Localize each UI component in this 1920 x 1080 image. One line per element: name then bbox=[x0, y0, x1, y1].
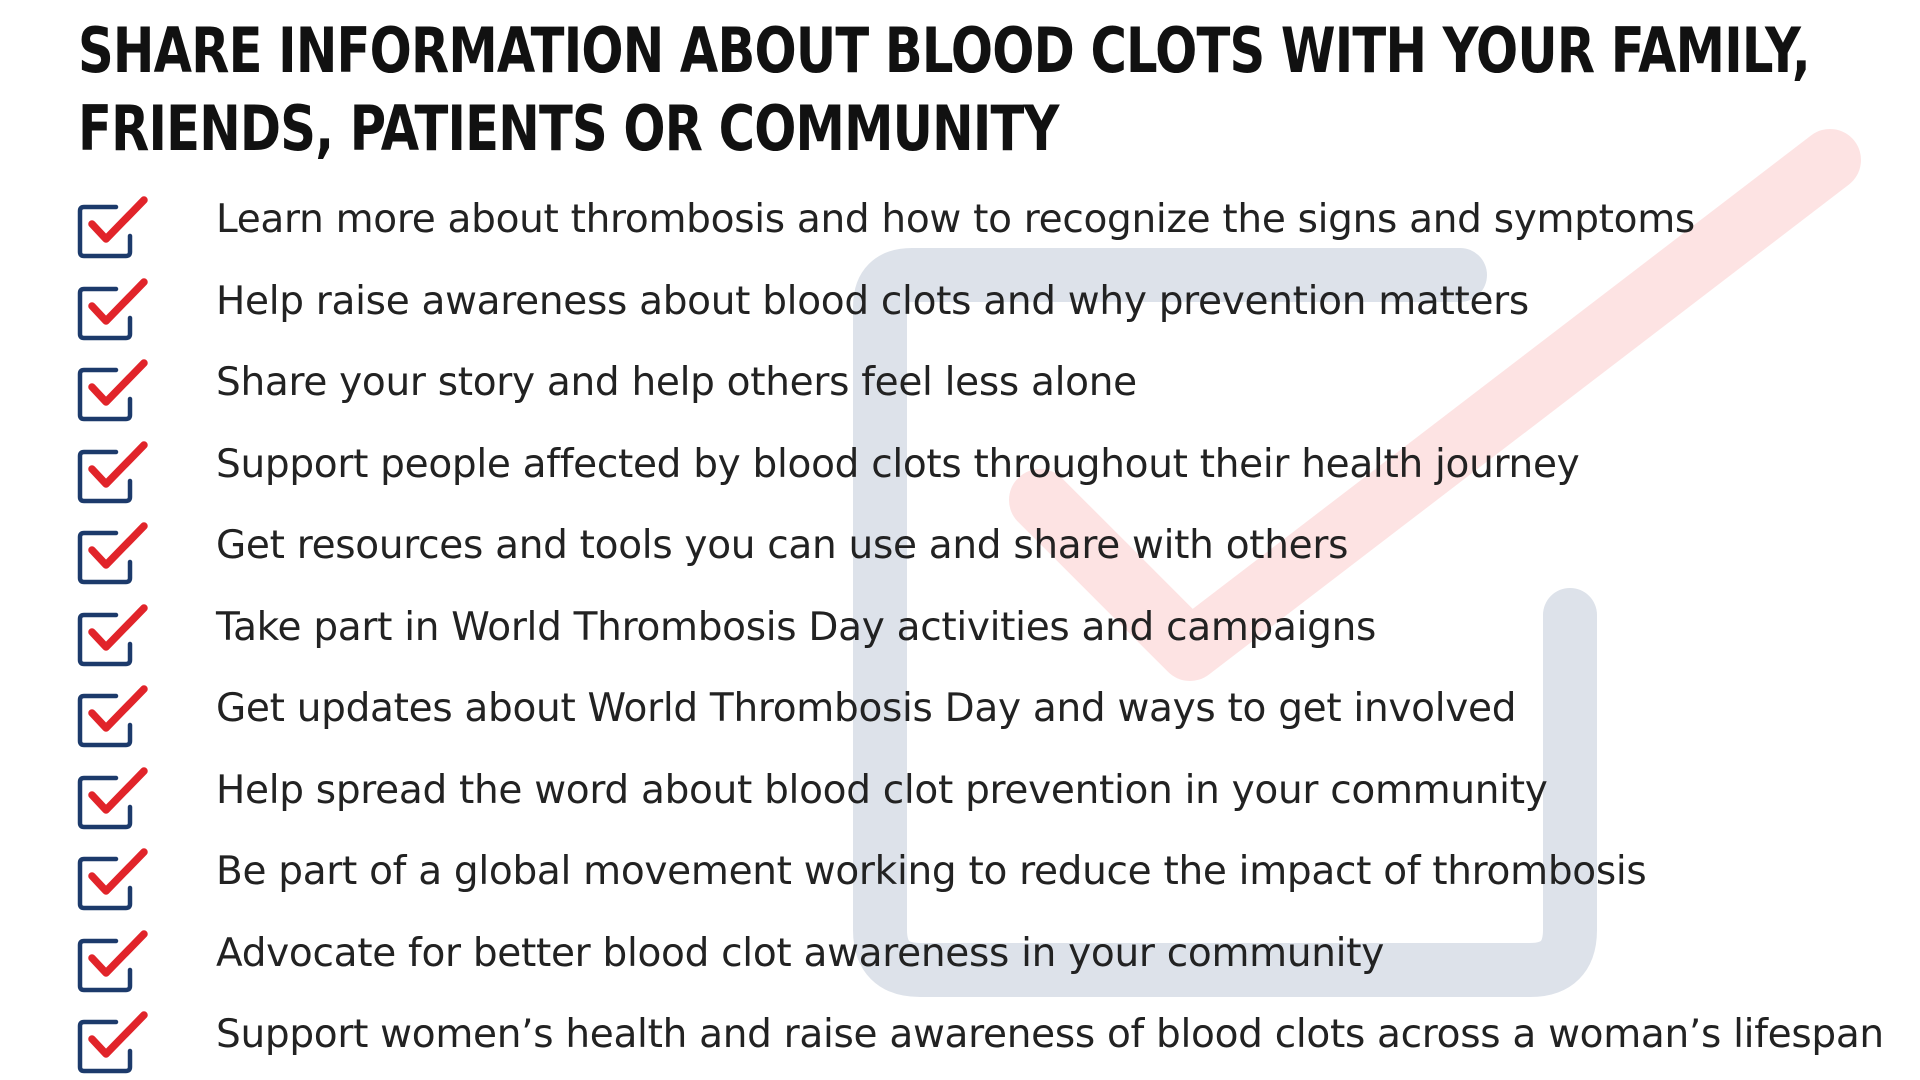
list-item bbox=[0, 353, 1920, 435]
list-item-text: Help raise awareness about blood clots and why prevention matters bbox=[216, 278, 1529, 324]
checked-checkbox-icon bbox=[76, 439, 154, 505]
checked-checkbox-icon bbox=[76, 765, 154, 831]
list-item bbox=[0, 1005, 1920, 1080]
checked-checkbox-icon bbox=[76, 928, 154, 994]
list-item-text: Get updates about World Thrombosis Day and ways to get involved bbox=[216, 686, 1517, 731]
list-item-text: Get resources and tools you can use and share with others bbox=[216, 523, 1349, 568]
list-item-text: Share your story and help others feel less alone bbox=[216, 360, 1137, 405]
list-item bbox=[0, 924, 1920, 1006]
list-item-text: Help spread the word about blood clot prevention in your community bbox=[216, 767, 1548, 813]
checked-checkbox-icon bbox=[76, 846, 154, 912]
list-item bbox=[0, 598, 1920, 680]
list-item-text: Learn more about thrombosis and how to recognize the signs and symptoms bbox=[216, 197, 1695, 242]
list-item-text: Support women’s health and raise awareness of blood clots across a woman’s lifespan bbox=[216, 1012, 1884, 1057]
list-item bbox=[0, 435, 1920, 517]
checked-checkbox-icon bbox=[76, 520, 154, 586]
list-item bbox=[0, 516, 1920, 598]
checked-checkbox-icon bbox=[76, 602, 154, 668]
list-item-text: Advocate for better blood clot awareness in your community bbox=[216, 930, 1384, 976]
checklist bbox=[0, 190, 1920, 1080]
list-item bbox=[0, 190, 1920, 272]
list-item-text: Support people affected by blood clots throughout their health journey bbox=[216, 441, 1580, 487]
list-item-text: Be part of a global movement working to reduce the impact of thrombosis bbox=[216, 849, 1647, 894]
checked-checkbox-icon bbox=[76, 1009, 154, 1075]
list-item bbox=[0, 842, 1920, 924]
list-item bbox=[0, 272, 1920, 354]
page-title-line-2: FRIENDS, PATIENTS OR COMMUNITY bbox=[78, 92, 1059, 165]
list-item bbox=[0, 761, 1920, 843]
checked-checkbox-icon bbox=[76, 194, 154, 260]
checked-checkbox-icon bbox=[76, 683, 154, 749]
checked-checkbox-icon bbox=[76, 357, 154, 423]
list-item-text: Take part in World Thrombosis Day activities and campaigns bbox=[216, 604, 1377, 650]
page-title bbox=[78, 12, 1810, 168]
page-title-line-1: SHARE INFORMATION ABOUT BLOOD CLOTS WITH YOUR FAMILY, bbox=[78, 14, 1810, 87]
list-item bbox=[0, 679, 1920, 761]
checked-checkbox-icon bbox=[76, 276, 154, 342]
